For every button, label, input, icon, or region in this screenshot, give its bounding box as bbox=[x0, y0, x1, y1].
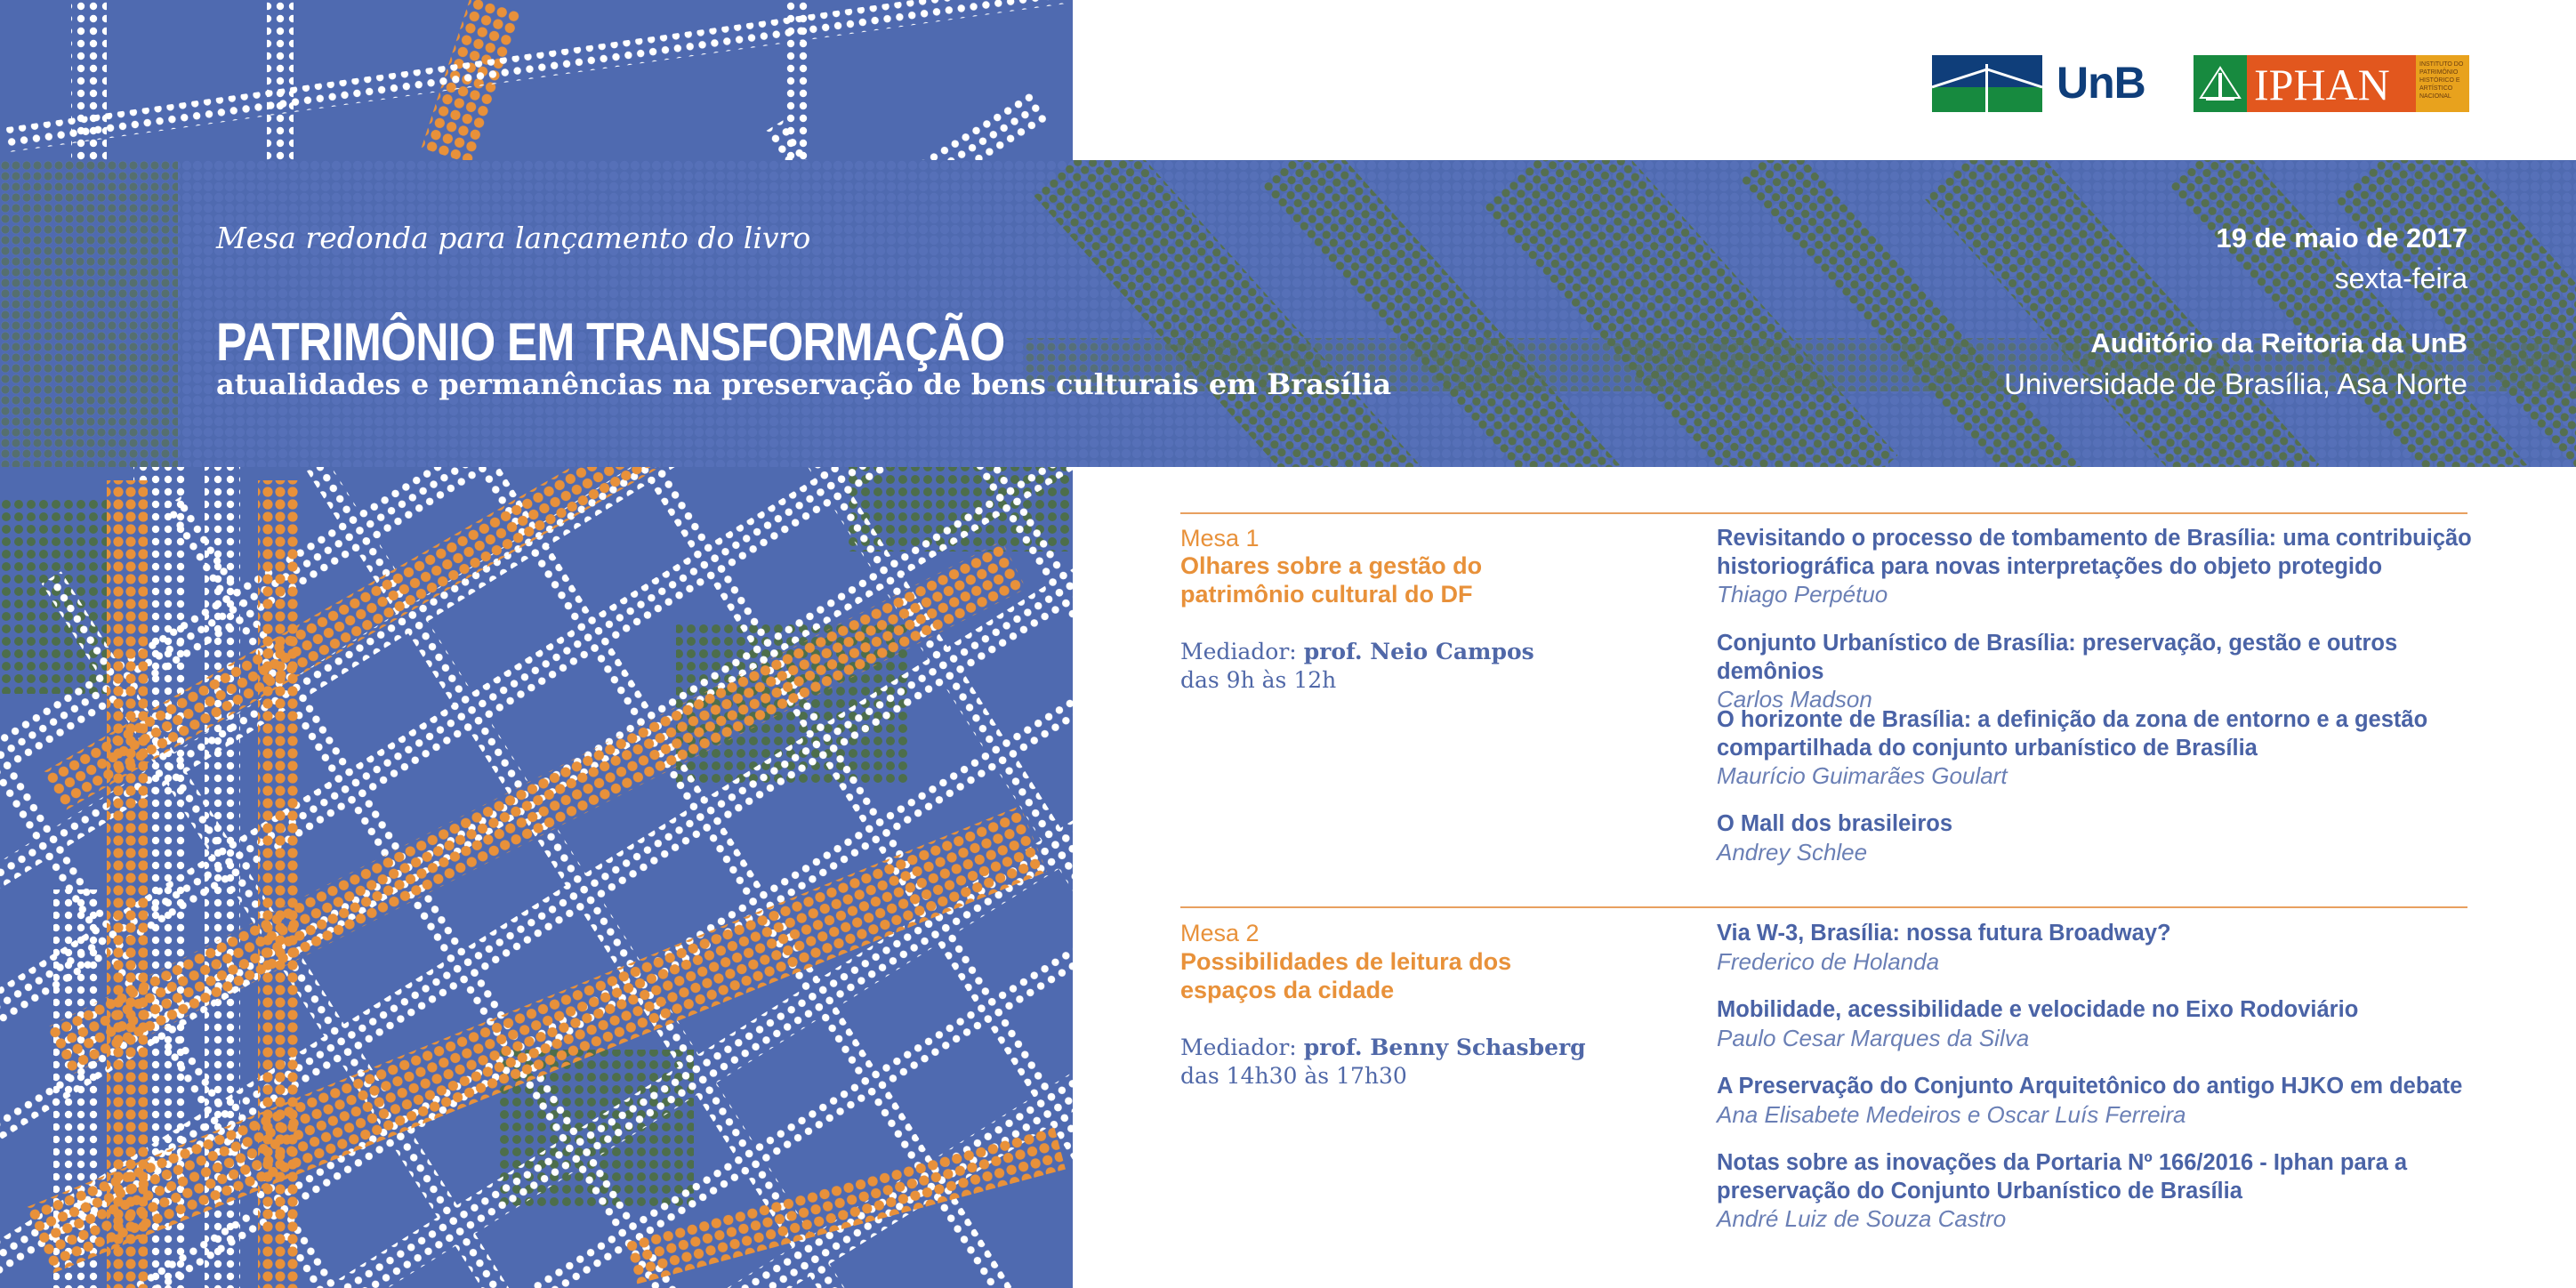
mesa2-talk-2 bbox=[1717, 996, 2482, 1052]
mesa2-mediator-name: prof. Benny Schasberg bbox=[1303, 1034, 1586, 1060]
mesa2-talk-1 bbox=[1717, 920, 2482, 976]
mesa1-time: das 9h às 12h bbox=[1180, 667, 1337, 693]
iphan-name-box bbox=[2247, 55, 2416, 112]
event-university: Universidade de Brasília, Asa Norte bbox=[2004, 367, 2467, 400]
iphan-logo-text: IPHAN bbox=[2254, 60, 2390, 109]
iphan-emblem-icon bbox=[2194, 55, 2247, 112]
talk-author: Paulo Cesar Marques da Silva bbox=[1717, 1024, 2030, 1051]
talk-title: Conjunto Urbanístico de Brasília: preservação, gestão e outros demônios bbox=[1717, 631, 2398, 684]
mesa2-title: Possibilidades de leitura dos espaços da cidade bbox=[1180, 948, 1512, 1003]
mesa1-mediator-name: prof. Neio Campos bbox=[1303, 639, 1534, 664]
mesa1-title: Olhares sobre a gestão do patrimônio cultural do DF bbox=[1180, 552, 1483, 608]
mesa2-divider bbox=[1180, 906, 2467, 908]
mesa2-talk-4 bbox=[1717, 1149, 2482, 1233]
mesa2-label: Mesa 2 bbox=[1180, 920, 1260, 946]
iphan-logo bbox=[2194, 55, 2469, 112]
event-weekday: sexta-feira bbox=[2334, 262, 2467, 294]
mesa2-mediator-label: Mediador: bbox=[1180, 1034, 1297, 1060]
mesa1-label: Mesa 1 bbox=[1180, 525, 1260, 551]
talk-author: André Luiz de Souza Castro bbox=[1717, 1205, 2007, 1232]
talk-author: Andrey Schlee bbox=[1717, 838, 1868, 865]
iphan-subtext: INSTITUTO DO PATRIMÔNIO HISTÓRICO E ARTÍSTICO NACIONAL bbox=[2419, 61, 2464, 100]
event-venue: Auditório da Reitoria da UnB bbox=[2090, 327, 2467, 358]
mesa2-mediator bbox=[1180, 1034, 1586, 1062]
mesa1-mediator bbox=[1180, 638, 1534, 666]
mesa1-talk-4 bbox=[1717, 810, 2482, 866]
talk-title: A Preservação do Conjunto Arquitetônico do antigo HJKO em debate bbox=[1717, 1074, 2463, 1099]
talk-title: O Mall dos brasileiros bbox=[1717, 811, 1952, 836]
unb-logo bbox=[1932, 55, 2154, 112]
talk-title: Via W-3, Brasília: nossa futura Broadway? bbox=[1717, 921, 2171, 946]
book-subtitle: atualidades e permanências na preservação de bens culturais em Brasília bbox=[216, 367, 1392, 401]
talk-author: Ana Elisabete Medeiros e Oscar Luís Ferreira bbox=[1717, 1100, 2186, 1128]
talk-author: Frederico de Holanda bbox=[1717, 947, 1940, 975]
mesa1-talk-3 bbox=[1717, 706, 2482, 790]
talk-author: Carlos Madson bbox=[1717, 686, 1872, 712]
talk-author: Thiago Perpétuo bbox=[1717, 581, 1888, 608]
talk-title: Notas sobre as inovações da Portaria Nº 166/2016 - Iphan para a preservação do Conjunto Urbanístico de Brasília bbox=[1717, 1150, 2408, 1203]
talk-title: Revisitando o processo de tombamento de Brasília: uma contribuição historiográfica para novas interpretações do objeto protegido bbox=[1717, 526, 2472, 579]
mesa2-talk-3 bbox=[1717, 1073, 2482, 1129]
unb-logo-text: UnB bbox=[2057, 58, 2145, 108]
talk-title: O horizonte de Brasília: a definição da zona de entorno e a gestão compartilhada do conjunto urbanístico de Brasília bbox=[1717, 707, 2428, 761]
mesa1-mediator-label: Mediador: bbox=[1180, 639, 1297, 664]
talk-title: Mobilidade, acessibilidade e velocidade no Eixo Rodoviário bbox=[1717, 997, 2359, 1022]
mesa2-time: das 14h30 às 17h30 bbox=[1180, 1063, 1407, 1089]
mesa1-divider bbox=[1180, 512, 2467, 514]
book-title: PATRIMÔNIO EM TRANSFORMAÇÃO bbox=[216, 312, 1005, 372]
mesa1-talk-2 bbox=[1717, 630, 2482, 713]
event-intro: Mesa redonda para lançamento do livro bbox=[216, 221, 811, 255]
iphan-subtext-box bbox=[2416, 55, 2469, 112]
mesa1-talk-1 bbox=[1717, 525, 2482, 608]
event-date: 19 de maio de 2017 bbox=[2216, 222, 2467, 254]
talk-author: Maurício Guimarães Goulart bbox=[1717, 762, 2008, 789]
